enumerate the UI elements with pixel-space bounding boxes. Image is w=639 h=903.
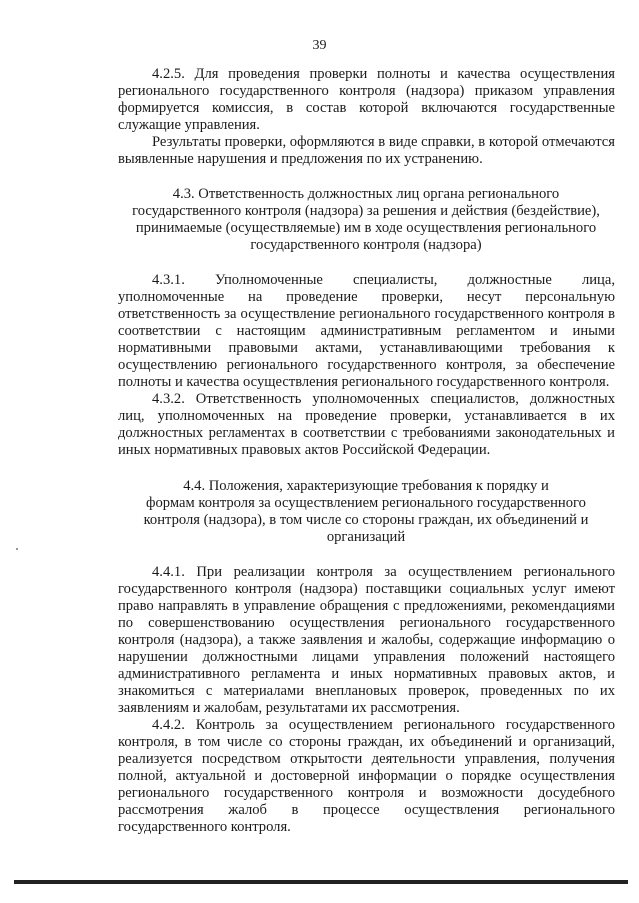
heading-line: организаций <box>326 529 406 545</box>
scan-speck <box>16 548 18 550</box>
page-number: 39 <box>312 38 327 53</box>
paragraph-4-4-1: 4.4.1. При реализации контроля за осуществлением регионального государственного контроля (надзора) поставщики социальных услуг имеют право направлять в управление обращения с предложениями, рекомендациями по совершенствованию осуществления регионального государственного контроля (надзора), а также заявления и жалобы, содержащие информацию о нарушении должностными лицами управления положений настоящего административного регламента и иных нормативных правовых актов, и знакомиться с материалами внеплановых проверок, проведенных по их заявлениям и жалобам, результатами их рассмотрения. <box>118 564 615 716</box>
paragraph-4-3-2: 4.3.2. Ответственность уполномоченных специалистов, должностных лиц, уполномоченных на проведение проверки, устанавливается в их должностных регламентах в соответствии с требованиями законодательных и иных нормативных правовых актов Российской Федерации. <box>118 391 615 458</box>
section-4-4 <box>118 564 615 836</box>
heading-line: принимаемые (осуществляемые) им в ходе осуществления регионального <box>135 220 597 236</box>
paragraph-results: Результаты проверки, оформляются в виде справки, в которой отмечаются выявленные нарушения и предложения по их устранению. <box>118 134 615 167</box>
paragraph-4-2-5: 4.2.5. Для проведения проверки полноты и качества осуществления регионального государственного контроля (надзора) приказом управления формируется комиссия, в состав которой включаются государственные служащие управления. <box>118 66 615 133</box>
paragraph-4-3-1: 4.3.1. Уполномоченные специалисты, должностные лица, уполномоченные на проведение проверки, несут персональную ответственность за осуществление регионального государственного контроля в соответствии с настоящим административным регламентом и иными нормативными правовыми актами, устанавливающими требования к осуществлению регионального государственного контроля, за обеспечение полноты и качества осуществления регионального государственного контроля. <box>118 272 615 390</box>
section-4-3 <box>118 272 615 459</box>
heading-line: государственного контроля (надзора) за решения и действия (бездействие), <box>132 203 600 219</box>
heading-line: государственного контроля (надзора) <box>250 237 482 253</box>
heading-line: 4.3. Ответственность должностных лиц органа регионального <box>172 186 560 202</box>
heading-line: формам контроля за осуществлением регионального государственного <box>146 495 586 511</box>
heading-line: 4.4. Положения, характеризующие требования к порядку и <box>183 478 549 494</box>
paragraph-4-4-2: 4.4.2. Контроль за осуществлением регионального государственного контроля, в том числе со стороны граждан, их объединений и организаций, реализуется посредством открытости деятельности управления, получения полной, актуальной и достоверной информации о порядке осуществления регионального государственного контроля и возможности досудебного рассмотрения жалоб в процессе осуществления регионального государственного контроля. <box>118 717 615 835</box>
section-4-2-5 <box>118 66 615 168</box>
heading-4-3 <box>106 186 626 254</box>
heading-line: контроля (надзора), в том числе со стороны граждан, их объединений и <box>143 512 589 528</box>
heading-4-4 <box>106 478 626 546</box>
scan-edge-line <box>14 880 628 884</box>
